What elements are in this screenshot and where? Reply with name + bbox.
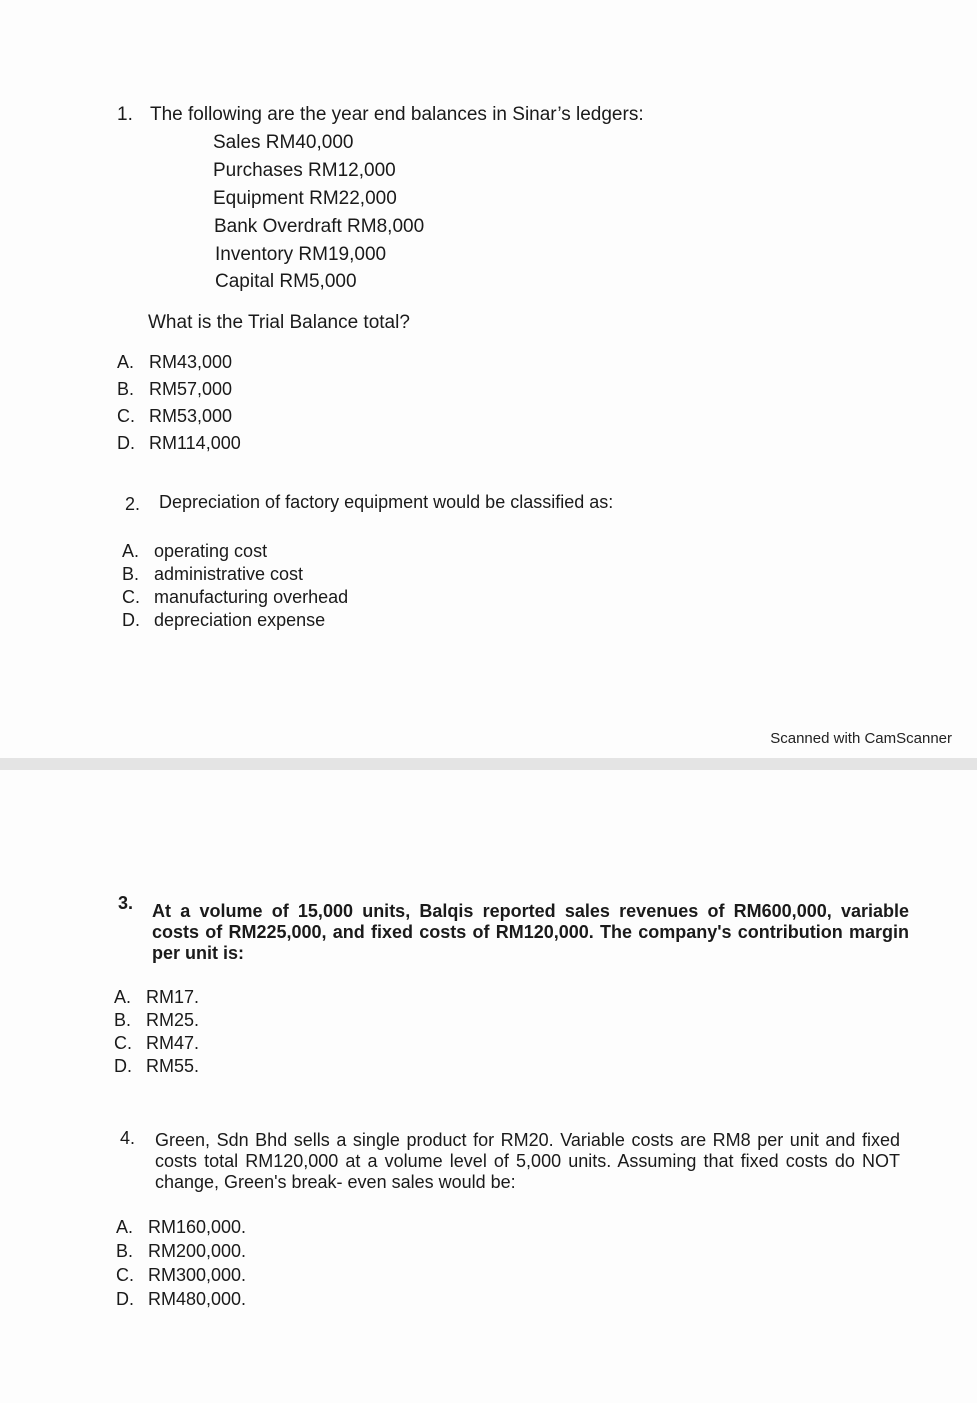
ledger-item: Inventory RM19,000 — [215, 244, 387, 265]
option-b — [116, 1241, 246, 1262]
option-letter: A. — [117, 352, 135, 372]
option-text: RM47. — [146, 1033, 200, 1053]
option-text: RM17. — [146, 987, 200, 1007]
option-letter: A. — [114, 987, 132, 1007]
option-text: manufacturing overhead — [154, 587, 349, 607]
option-text: RM53,000 — [149, 406, 233, 426]
option-text: RM25. — [146, 1010, 200, 1030]
option-a — [122, 541, 267, 562]
option-b — [117, 379, 232, 400]
option-letter: D. — [116, 1289, 134, 1309]
option-text: RM57,000 — [149, 379, 233, 399]
option-letter: A. — [122, 541, 140, 561]
option-text: RM114,000 — [149, 433, 241, 453]
option-c — [117, 406, 232, 427]
option-text: depreciation expense — [154, 610, 326, 630]
option-a — [116, 1217, 246, 1238]
option-d — [114, 1056, 199, 1077]
ledger-item: Equipment RM22,000 — [213, 188, 397, 209]
option-letter: C. — [114, 1033, 132, 1053]
page-separator — [0, 758, 977, 770]
option-d — [116, 1289, 246, 1310]
option-letter: C. — [116, 1265, 134, 1285]
question-2-text: Depreciation of factory equipment would be classified as: — [159, 492, 614, 512]
question-2-number: 2. — [125, 494, 141, 514]
option-text: RM300,000. — [148, 1265, 247, 1285]
option-letter: D. — [122, 610, 140, 630]
question-3-text: At a volume of 15,000 units, Balqis reported sales revenues of RM600,000, variable costs of RM225,000, and fixed costs of RM120,000. The company's contribution margin per unit is: — [152, 901, 909, 963]
option-c — [116, 1265, 246, 1286]
option-text: operating cost — [154, 541, 268, 561]
option-letter: D. — [117, 433, 135, 453]
option-b — [122, 564, 303, 585]
option-letter: B. — [114, 1010, 132, 1030]
question-1-prompt: What is the Trial Balance total? — [148, 312, 410, 333]
question-4-number: 4. — [120, 1128, 136, 1148]
option-letter: B. — [122, 564, 140, 584]
option-c — [122, 587, 348, 608]
scanned-page-2 — [0, 770, 977, 1403]
option-text: RM55. — [146, 1056, 200, 1076]
option-text: RM160,000. — [148, 1217, 247, 1237]
ledger-item: Capital RM5,000 — [215, 271, 357, 292]
option-letter: B. — [116, 1241, 134, 1261]
option-a — [117, 352, 232, 373]
ledger-item: Bank Overdraft RM8,000 — [214, 216, 425, 237]
option-letter: C. — [117, 406, 135, 426]
option-d — [117, 433, 241, 454]
option-c — [114, 1033, 199, 1054]
ledger-item: Sales RM40,000 — [213, 132, 354, 153]
option-text: RM43,000 — [149, 352, 233, 372]
question-4-text: Green, Sdn Bhd sells a single product for RM20. Variable costs are RM8 per unit and fixed costs total RM120,000 at a volume level of 5,000 units. Assuming that fixed costs do NOT change, Green's break- even sales would be: — [155, 1130, 900, 1192]
option-text: RM480,000. — [148, 1289, 247, 1309]
question-3-number: 3. — [118, 893, 134, 913]
ledger-item: Purchases RM12,000 — [213, 160, 396, 181]
option-a — [114, 987, 199, 1008]
scanner-watermark: Scanned with CamScanner — [770, 730, 952, 747]
option-letter: D. — [114, 1056, 132, 1076]
option-letter: C. — [122, 587, 140, 607]
option-b — [114, 1010, 199, 1031]
option-letter: A. — [116, 1217, 134, 1237]
question-1-text: The following are the year end balances in Sinar’s ledgers: — [150, 104, 644, 125]
option-letter: B. — [117, 379, 135, 399]
option-text: RM200,000. — [148, 1241, 247, 1261]
option-d — [122, 610, 325, 631]
option-text: administrative cost — [154, 564, 304, 584]
question-1-number: 1. — [117, 104, 133, 125]
